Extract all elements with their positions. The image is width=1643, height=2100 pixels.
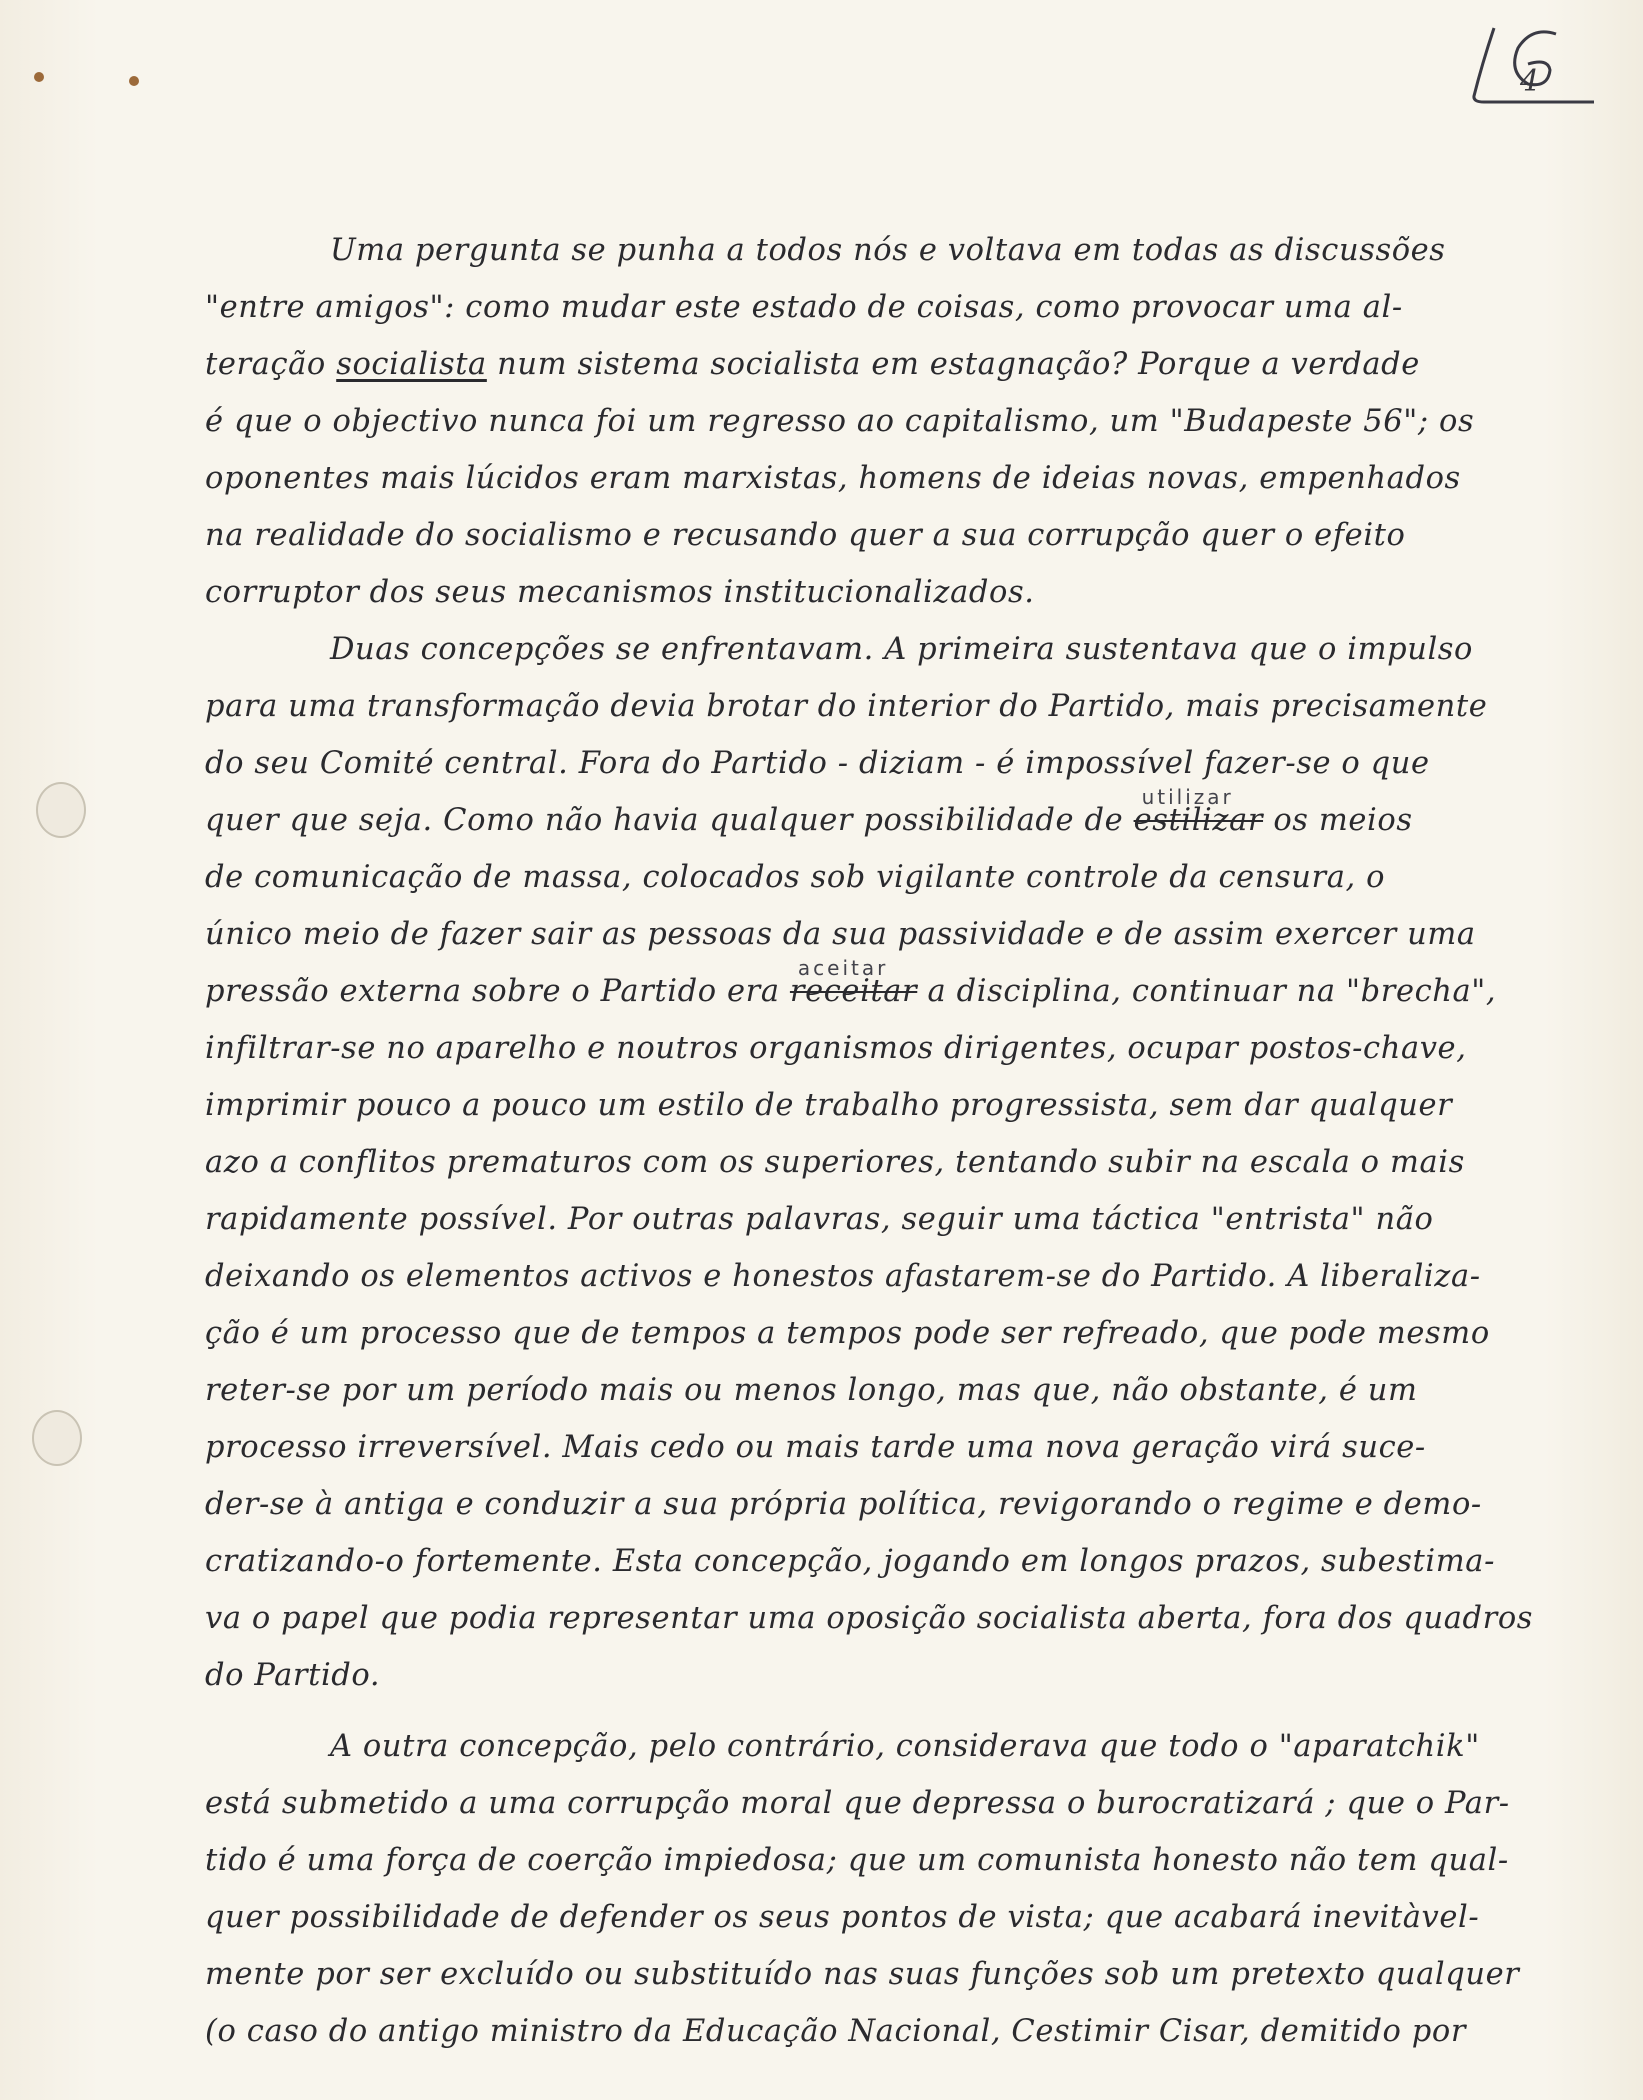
text-line xyxy=(205,1419,1605,1476)
handwritten-correction: utilizar xyxy=(1141,785,1234,809)
line-text: va o papel que podia representar uma oposição socialista aberta, fora dos quadros xyxy=(205,1601,1534,1636)
line-text: único meio de fazer sair as pessoas da sua passividade e de assim exercer uma xyxy=(205,917,1476,952)
page-number-drawing xyxy=(1424,14,1594,114)
text-line xyxy=(205,564,1605,621)
line-text: azo a conflitos prematuros com os superiores, tentando subir na escala o mais xyxy=(205,1145,1465,1180)
text-line xyxy=(205,906,1605,963)
text-line xyxy=(205,735,1605,792)
line-text: ção é um processo que de tempos a tempos pode ser refreado, que pode mesmo xyxy=(205,1316,1490,1351)
line-text: Uma pergunta se punha a todos nós e voltava em todas as discussões xyxy=(330,233,1446,268)
text-line xyxy=(205,222,1605,279)
text-line xyxy=(205,1248,1605,1305)
body-text xyxy=(205,222,1605,2060)
text-line xyxy=(205,849,1605,906)
handwritten-correction: aceitar xyxy=(797,956,889,980)
text-line xyxy=(205,1533,1605,1590)
line-text: num sistema socialista em estagnação? Porque a verdade xyxy=(486,347,1420,382)
line-text: mente por ser excluído ou substituído nas suas funções sob um pretexto qualquer xyxy=(205,1957,1520,1992)
struck-word: estilizar utilizar xyxy=(1134,803,1263,838)
line-text: rapidamente possível. Por outras palavras, seguir uma táctica "entrista" não xyxy=(205,1202,1434,1237)
text-line xyxy=(205,1362,1605,1419)
line-text: os meios xyxy=(1263,803,1413,838)
underlined-word: socialista xyxy=(336,347,487,382)
line-text: cratizando-o fortemente. Esta concepção, jogando em longos prazos, subestima- xyxy=(205,1544,1495,1579)
text-line xyxy=(205,1718,1605,1775)
line-text: A outra concepção, pelo contrário, considerava que todo o "aparatchik" xyxy=(330,1729,1480,1764)
line-text: imprimir pouco a pouco um estilo de trabalho progressista, sem dar qualquer xyxy=(205,1088,1453,1123)
text-line xyxy=(205,1889,1605,1946)
punch-hole xyxy=(32,1410,82,1466)
punch-hole xyxy=(36,782,86,838)
struck-word: receitar aceitar xyxy=(790,974,917,1009)
line-text: oponentes mais lúcidos eram marxistas, homens de ideias novas, empenhados xyxy=(205,461,1461,496)
text-line xyxy=(205,1191,1605,1248)
staple-mark xyxy=(34,72,44,82)
line-text: do seu Comité central. Fora do Partido - diziam - é impossível fazer-se o que xyxy=(205,746,1430,781)
line-text: teração xyxy=(205,347,337,382)
text-line xyxy=(205,621,1605,678)
text-line xyxy=(205,1832,1605,1889)
line-text: deixando os elementos activos e honestos afastarem-se do Partido. A liberaliza- xyxy=(205,1259,1481,1294)
text-line xyxy=(205,393,1605,450)
text-line xyxy=(205,1020,1605,1077)
line-text: (o caso do antigo ministro da Educação Nacional, Cestimir Cisar, demitido por xyxy=(205,2014,1467,2049)
text-line xyxy=(205,785,1605,849)
text-line xyxy=(205,1590,1605,1647)
text-line xyxy=(205,1647,1605,1704)
line-text: tido é uma força de coerção impiedosa; que um comunista honesto não tem qual- xyxy=(205,1843,1509,1878)
line-text: reter-se por um período mais ou menos longo, mas que, não obstante, é um xyxy=(205,1373,1418,1408)
line-text: a disciplina, continuar na "brecha", xyxy=(917,974,1497,1009)
staple-mark xyxy=(129,76,139,86)
text-line xyxy=(205,1134,1605,1191)
line-text: para uma transformação devia brotar do interior do Partido, mais precisamente xyxy=(205,689,1488,724)
line-text: infiltrar-se no aparelho e noutros organismos dirigentes, ocupar postos-chave, xyxy=(205,1031,1467,1066)
text-line xyxy=(205,1077,1605,1134)
line-text: é que o objectivo nunca foi um regresso ao capitalismo, um "Budapeste 56"; os xyxy=(205,404,1475,439)
text-line xyxy=(205,279,1605,336)
line-text: processo irreversível. Mais cedo ou mais tarde uma nova geração virá suce- xyxy=(205,1430,1426,1465)
text-line xyxy=(205,956,1605,1020)
line-text: der-se à antiga e conduzir a sua própria política, revigorando o regime e demo- xyxy=(205,1487,1482,1522)
text-line xyxy=(205,1476,1605,1533)
line-text: "entre amigos": como mudar este estado de coisas, como provocar uma al- xyxy=(205,290,1403,325)
line-text: na realidade do socialismo e recusando quer a sua corrupção quer o efeito xyxy=(205,518,1406,553)
handwritten-page-number xyxy=(1424,14,1594,114)
line-text: quer que seja. Como não havia qualquer possibilidade de xyxy=(205,803,1134,838)
text-line xyxy=(205,507,1605,564)
text-line xyxy=(205,2003,1605,2060)
line-text: está submetido a uma corrupção moral que depressa o burocratizará ; que o Par- xyxy=(205,1786,1510,1821)
text-line xyxy=(205,678,1605,735)
line-text: corruptor dos seus mecanismos institucionalizados. xyxy=(205,575,1035,610)
text-line xyxy=(205,336,1605,393)
text-line xyxy=(205,1305,1605,1362)
line-text: pressão externa sobre o Partido era xyxy=(205,974,790,1009)
text-line xyxy=(205,450,1605,507)
line-text: de comunicação de massa, colocados sob vigilante controle da censura, o xyxy=(205,860,1386,895)
line-text: Duas concepções se enfrentavam. A primeira sustentava que o impulso xyxy=(330,632,1474,667)
line-text: quer possibilidade de defender os seus pontos de vista; que acabará inevitàvel- xyxy=(205,1900,1480,1935)
text-line xyxy=(205,1775,1605,1832)
typed-page-number: 4 xyxy=(1520,64,1540,99)
text-line xyxy=(205,1946,1605,2003)
line-text: do Partido. xyxy=(205,1658,381,1693)
